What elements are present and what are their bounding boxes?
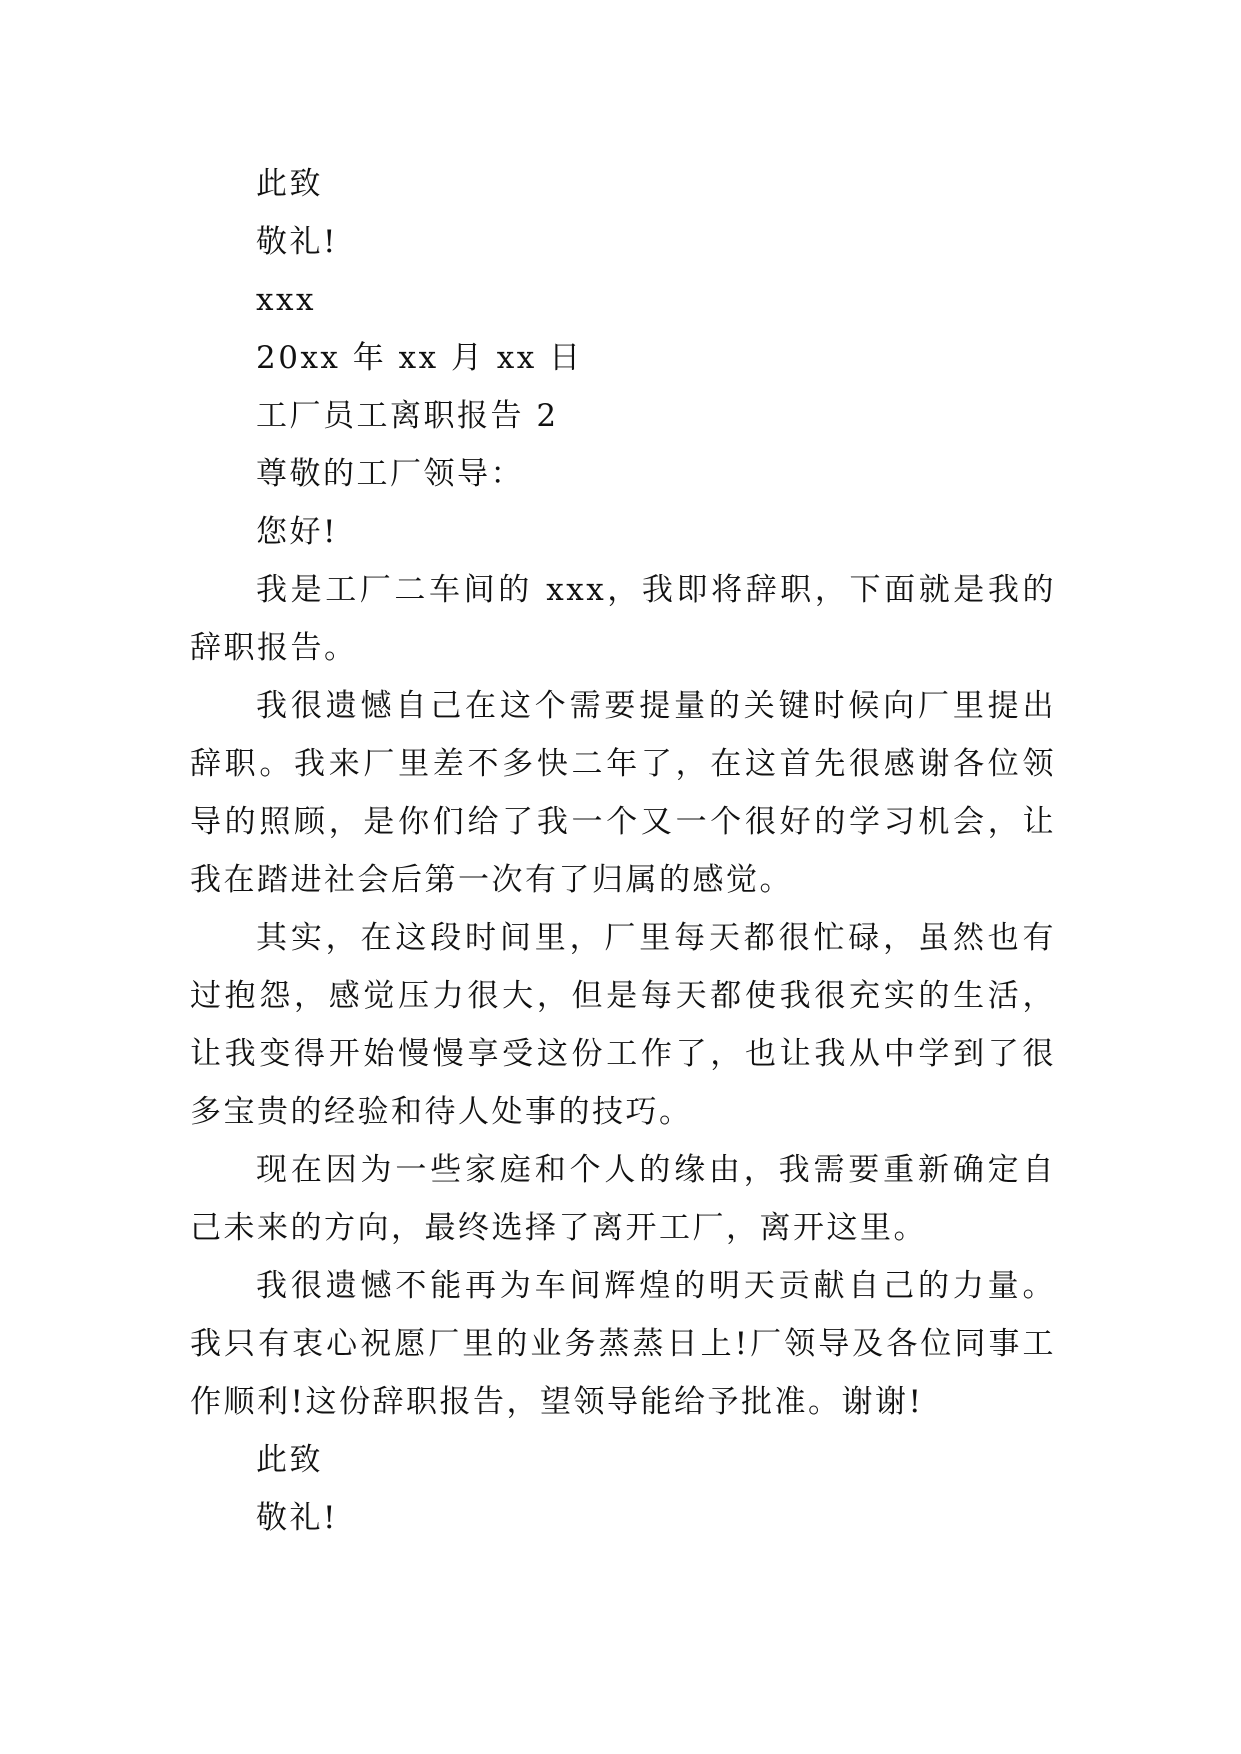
- salute-line: 敬礼!: [256, 224, 338, 260]
- document-body: [190, 155, 1056, 1547]
- paragraph: 我很遗憾不能再为车间辉煌的明天贡献自己的力量。我只有衷心祝愿厂里的业务蒸蒸日上!厂领导及各位同事工作顺利!这份辞职报告，望领导能给予批准。谢谢!: [190, 1268, 1056, 1420]
- signature-date: 20xx 年 xx 月 xx 日: [256, 340, 583, 376]
- paragraph: 现在因为一些家庭和个人的缘由，我需要重新确定自己未来的方向，最终选择了离开工厂，离开这里。: [190, 1152, 1056, 1246]
- signature-name: xxx: [256, 282, 316, 318]
- closing-line: 此致: [256, 1442, 323, 1478]
- hello-line: 您好!: [256, 514, 338, 550]
- salute-line: 敬礼!: [256, 1500, 338, 1536]
- paragraph: 其实，在这段时间里，厂里每天都很忙碌，虽然也有过抱怨，感觉压力很大，但是每天都使我很充实的生活，让我变得开始慢慢享受这份工作了，也让我从中学到了很多宝贵的经验和待人处事的技巧。: [190, 920, 1056, 1130]
- paragraph: 我是工厂二车间的 xxx，我即将辞职，下面就是我的辞职报告。: [190, 572, 1056, 666]
- paragraph: 我很遗憾自己在这个需要提量的关键时候向厂里提出辞职。我来厂里差不多快二年了，在这首先很感谢各位领导的照顾，是你们给了我一个又一个很好的学习机会，让我在踏进社会后第一次有了归属的感觉。: [190, 688, 1056, 898]
- greeting-line: 尊敬的工厂领导：: [256, 456, 524, 492]
- section-title: 工厂员工离职报告 2: [256, 398, 559, 434]
- closing-line: 此致: [256, 166, 323, 202]
